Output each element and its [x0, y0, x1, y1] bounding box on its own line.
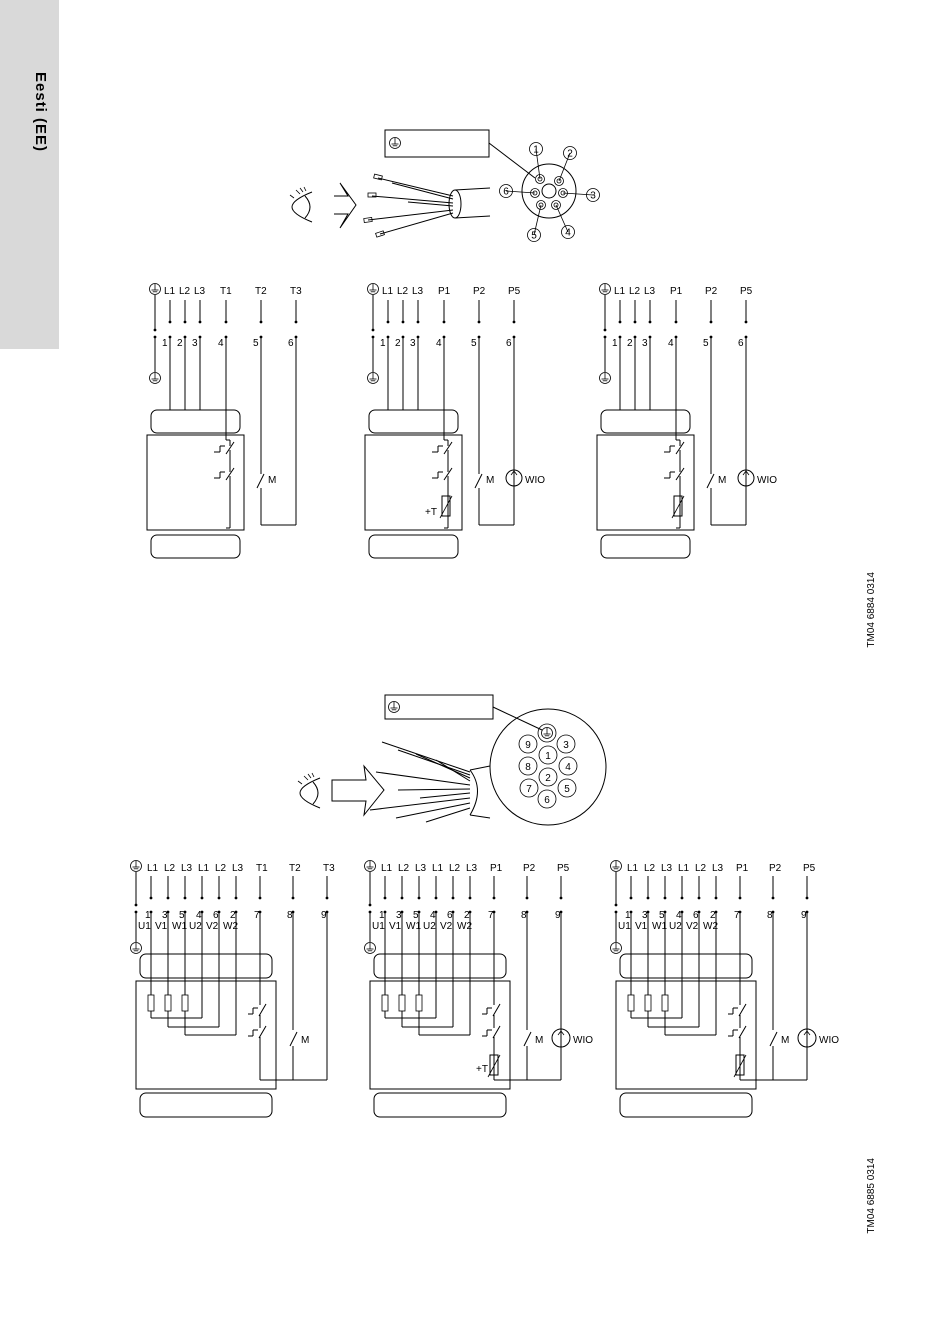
winding-label: W2: [223, 921, 238, 932]
fig2-diagram-1: [131, 861, 336, 1118]
connector-outline: [522, 164, 576, 218]
ground-icon: [368, 284, 379, 295]
terminal-number: 8: [287, 910, 293, 921]
terminal-label: P1: [490, 863, 503, 874]
winding-label: W1: [652, 921, 667, 932]
ground-icon: [150, 373, 161, 384]
fig2-cable-wires: [370, 742, 490, 822]
ground-icon: [611, 943, 622, 954]
terminal-number: 2: [627, 338, 633, 349]
terminal-label: P5: [508, 286, 521, 297]
winding-label: W2: [457, 921, 472, 932]
terminal-number: 4: [196, 910, 202, 921]
terminal-label: L1: [382, 286, 394, 297]
terminal-number: 3: [642, 338, 648, 349]
eye-icon: [298, 773, 320, 808]
winding-coil-icon: [645, 995, 651, 1011]
terminal-label: L2: [449, 863, 461, 874]
figure1-code: TM04 6884 0314: [866, 572, 877, 648]
terminal-number: 2: [464, 910, 470, 921]
moisture-switch-label: M: [268, 475, 277, 486]
winding-label: W1: [406, 921, 421, 932]
fig1-wiring-diagrams: [147, 284, 777, 559]
terminal-number: 3: [192, 338, 198, 349]
terminal-label: P5: [740, 286, 753, 297]
wio-sensor-label: WIO: [573, 1035, 593, 1046]
connector-pin-label: 5: [531, 230, 537, 242]
winding-label: W2: [703, 921, 718, 932]
terminal-label: T2: [289, 863, 301, 874]
motor-top-cap: [601, 410, 690, 433]
winding-label: U2: [189, 921, 202, 932]
motor-top-cap: [369, 410, 458, 433]
terminal-label: P1: [736, 863, 749, 874]
thermistor-icon: [674, 496, 682, 516]
terminal-label: P1: [438, 286, 451, 297]
moisture-switch-label: M: [535, 1035, 544, 1046]
terminal-label: L2: [215, 863, 227, 874]
fig2-cable-illustration: [298, 695, 606, 825]
fig2-ground-box: [385, 695, 493, 719]
wio-sensor-label: WIO: [757, 475, 777, 486]
terminal-number: 7: [488, 910, 494, 921]
fig1-cable-wires: [364, 174, 490, 237]
terminal-number: 2: [230, 910, 236, 921]
terminal-number: 5: [179, 910, 185, 921]
fig1-cable-illustration: [290, 130, 600, 242]
connector-pin-label: 2: [545, 773, 551, 784]
winding-label: U1: [618, 921, 631, 932]
terminal-number: 4: [676, 910, 682, 921]
winding-label: V1: [155, 921, 168, 932]
terminal-number: 1: [625, 910, 631, 921]
terminal-label: L1: [381, 863, 393, 874]
moisture-switch-label: M: [301, 1035, 310, 1046]
terminal-label: T3: [290, 286, 302, 297]
terminal-number: 5: [659, 910, 665, 921]
terminal-number: 4: [218, 338, 224, 349]
moisture-switch-label: M: [718, 475, 727, 486]
connector-pin-label: 7: [526, 784, 532, 795]
terminal-label: L3: [644, 286, 656, 297]
language-label: Eesti (EE): [32, 72, 49, 153]
terminal-number: 6: [288, 338, 294, 349]
terminal-label: L3: [661, 863, 673, 874]
terminal-number: 5: [413, 910, 419, 921]
connector-pin-label: 2: [567, 148, 573, 160]
connector-pin-label: 6: [503, 186, 509, 198]
terminal-label: L3: [232, 863, 244, 874]
connector-pin-label: 8: [525, 762, 531, 773]
terminal-number: 9: [801, 910, 807, 921]
view-arrow-icon: [332, 766, 384, 815]
terminal-label: L3: [412, 286, 424, 297]
motor-bottom-cap: [140, 1093, 272, 1117]
wio-sensor-label: WIO: [819, 1035, 839, 1046]
ground-icon: [365, 861, 376, 872]
motor-bottom-cap: [601, 535, 690, 558]
connector-pin-label: 5: [564, 784, 570, 795]
winding-coil-icon: [662, 995, 668, 1011]
ground-icon: [600, 284, 611, 295]
fig1-diagram-1: [147, 284, 302, 559]
motor-bottom-cap: [374, 1093, 506, 1117]
connector-pin-label: 4: [565, 762, 571, 773]
terminal-number: 6: [693, 910, 699, 921]
terminal-number: 4: [668, 338, 674, 349]
connector-pin-label: 6: [544, 795, 550, 806]
winding-label: U2: [669, 921, 682, 932]
terminal-label: L2: [398, 863, 410, 874]
thermistor-label: +T: [425, 507, 437, 518]
winding-label: V2: [206, 921, 219, 932]
motor-top-cap: [620, 954, 752, 978]
terminal-label: P2: [523, 863, 536, 874]
fig2-diagram-3: [611, 861, 840, 1118]
ground-icon: [131, 943, 142, 954]
ground-icon: [600, 373, 611, 384]
terminal-number: 6: [447, 910, 453, 921]
winding-label: V1: [389, 921, 402, 932]
terminal-label: L1: [614, 286, 626, 297]
terminal-number: 5: [253, 338, 259, 349]
terminal-label: T3: [323, 863, 335, 874]
moisture-switch-label: M: [781, 1035, 790, 1046]
fig2-diagram-2: [365, 861, 594, 1118]
figure2-code: TM04 6885 0314: [866, 1158, 877, 1234]
terminal-label: L3: [415, 863, 427, 874]
thermistor-label: +T: [476, 1064, 488, 1075]
terminal-number: 7: [734, 910, 740, 921]
view-arrow-icon: [334, 183, 356, 228]
ground-icon: [131, 861, 142, 872]
terminal-label: P5: [803, 863, 816, 874]
moisture-switch-label: M: [486, 475, 495, 486]
terminal-label: L2: [397, 286, 409, 297]
connector-pin-label: 1: [545, 751, 551, 762]
connector-pin-label: 9: [525, 740, 531, 751]
terminal-number: 6: [506, 338, 512, 349]
terminal-number: 6: [738, 338, 744, 349]
winding-coil-icon: [382, 995, 388, 1011]
terminal-label: L2: [179, 286, 191, 297]
fig1-connector-face: [500, 143, 600, 242]
terminal-number: 5: [703, 338, 709, 349]
terminal-number: 1: [145, 910, 151, 921]
motor-bottom-cap: [620, 1093, 752, 1117]
terminal-number: 3: [162, 910, 168, 921]
fig1-diagram-3: [597, 284, 777, 559]
winding-label: V2: [686, 921, 699, 932]
terminal-number: 1: [379, 910, 385, 921]
terminal-label: L1: [147, 863, 159, 874]
terminal-number: 2: [177, 338, 183, 349]
ground-icon: [542, 728, 553, 739]
motor-top-cap: [374, 954, 506, 978]
winding-label: V1: [635, 921, 648, 932]
ground-icon: [390, 138, 401, 149]
terminal-number: 3: [410, 338, 416, 349]
connector-pin-label: 1: [533, 144, 539, 156]
terminal-label: L1: [432, 863, 444, 874]
terminal-label: T1: [256, 863, 268, 874]
terminal-label: L3: [466, 863, 478, 874]
winding-label: U1: [372, 921, 385, 932]
terminal-number: 1: [612, 338, 618, 349]
terminal-label: L1: [198, 863, 210, 874]
winding-coil-icon: [628, 995, 634, 1011]
fig1-diagram-2: [365, 284, 545, 559]
winding-label: U1: [138, 921, 151, 932]
connector-pin-label: 3: [563, 740, 569, 751]
motor-top-cap: [151, 410, 240, 433]
terminal-number: 2: [710, 910, 716, 921]
wio-sensor-label: WIO: [525, 475, 545, 486]
winding-label: U2: [423, 921, 436, 932]
terminal-label: L1: [164, 286, 176, 297]
terminal-number: 3: [396, 910, 402, 921]
terminal-number: 9: [321, 910, 327, 921]
terminal-label: L3: [712, 863, 724, 874]
terminal-number: 8: [521, 910, 527, 921]
terminal-number: 8: [767, 910, 773, 921]
ground-icon: [365, 943, 376, 954]
terminal-number: 5: [471, 338, 477, 349]
terminal-label: L2: [695, 863, 707, 874]
terminal-label: P5: [557, 863, 570, 874]
fig2-connector-face: [490, 709, 606, 825]
thermistor-icon: [442, 496, 450, 516]
terminal-label: L2: [629, 286, 641, 297]
winding-coil-icon: [182, 995, 188, 1011]
terminal-label: T2: [255, 286, 267, 297]
terminal-label: T1: [220, 286, 232, 297]
terminal-number: 7: [254, 910, 260, 921]
winding-coil-icon: [416, 995, 422, 1011]
terminal-number: 3: [642, 910, 648, 921]
terminal-label: L3: [194, 286, 206, 297]
terminal-label: L2: [164, 863, 176, 874]
terminal-label: P2: [473, 286, 486, 297]
terminal-number: 6: [213, 910, 219, 921]
winding-label: W1: [172, 921, 187, 932]
terminal-label: P2: [769, 863, 782, 874]
terminal-number: 4: [436, 338, 442, 349]
terminal-label: L1: [678, 863, 690, 874]
terminal-number: 1: [162, 338, 168, 349]
connector-pin-label: 3: [590, 190, 596, 202]
terminal-label: L3: [181, 863, 193, 874]
terminal-number: 4: [430, 910, 436, 921]
motor-bottom-cap: [369, 535, 458, 558]
terminal-label: P1: [670, 286, 683, 297]
connector-pin-label: 4: [565, 227, 571, 239]
terminal-number: 1: [380, 338, 386, 349]
motor-top-cap: [140, 954, 272, 978]
motor-bottom-cap: [151, 535, 240, 558]
ground-icon: [611, 861, 622, 872]
terminal-number: 2: [395, 338, 401, 349]
terminal-label: L2: [644, 863, 656, 874]
winding-coil-icon: [148, 995, 154, 1011]
terminal-number: 9: [555, 910, 561, 921]
winding-label: V2: [440, 921, 453, 932]
winding-coil-icon: [399, 995, 405, 1011]
fig2-wiring-diagrams: [131, 861, 840, 1118]
winding-coil-icon: [165, 995, 171, 1011]
ground-icon: [150, 284, 161, 295]
eye-icon: [290, 187, 312, 222]
terminal-label: L1: [627, 863, 639, 874]
terminal-label: P2: [705, 286, 718, 297]
ground-icon: [368, 373, 379, 384]
ground-icon: [389, 702, 400, 713]
